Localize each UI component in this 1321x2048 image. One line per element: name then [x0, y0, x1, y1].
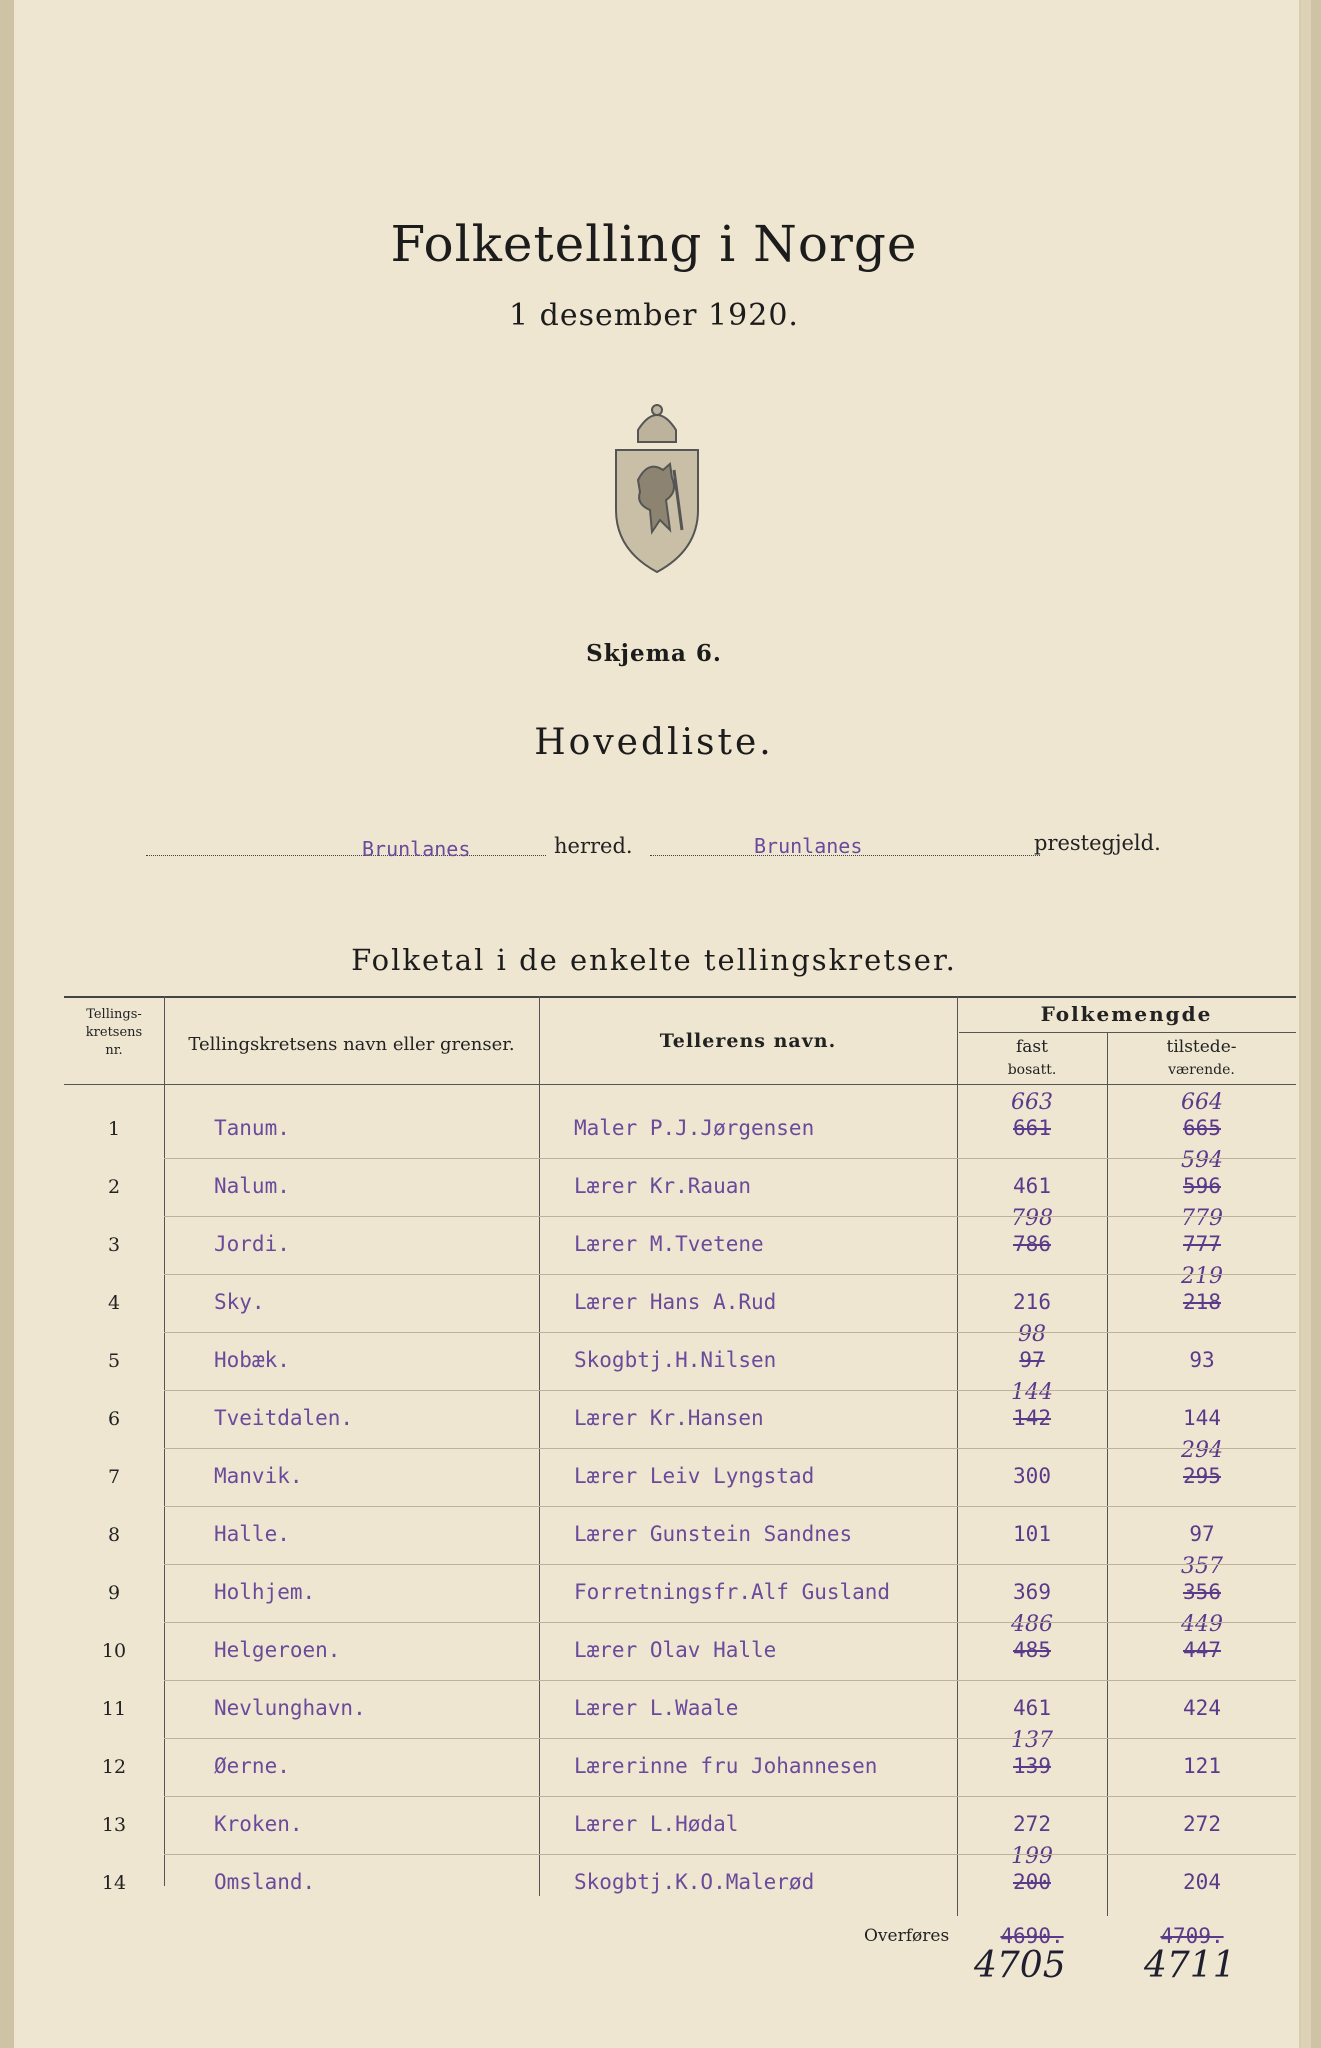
carry-forward-label: Overføres [864, 1926, 950, 1946]
row-enumerator-name: Forretningsfr.Alf Gusland [574, 1580, 891, 1604]
herred-field-line [146, 855, 546, 856]
row-rule [164, 1274, 1296, 1275]
row-enumerator-name: Lærer Kr.Hansen [574, 1406, 764, 1430]
row-district-name: Kroken. [214, 1812, 303, 1836]
row-tilstedevaerende: 665 [1183, 1116, 1221, 1140]
col-header-district: Tellingskretsens navn eller grenser. [188, 1034, 515, 1055]
row-district-name: Nevlunghavn. [214, 1696, 366, 1720]
row-district-name: Omsland. [214, 1870, 316, 1894]
list-heading: Hovedliste. [534, 722, 774, 763]
row-district-name: Halle. [214, 1522, 290, 1546]
row-tilstedevaerende: 596 [1183, 1174, 1221, 1198]
row-rule [164, 1448, 1296, 1449]
row-number: 11 [101, 1698, 127, 1720]
row-district-name: Sky. [214, 1290, 265, 1314]
row-district-name: Nalum. [214, 1174, 290, 1198]
row-enumerator-name: Lærer Olav Halle [574, 1638, 777, 1662]
row-number: 6 [107, 1408, 121, 1430]
col-header-tilstede [1107, 1036, 1296, 1081]
row-tilstedevaerende: 144 [1183, 1406, 1221, 1430]
row-number: 3 [107, 1234, 121, 1256]
row-fast-bosatt: 101 [1013, 1522, 1051, 1546]
row-number: 10 [101, 1640, 127, 1662]
row-rule [164, 1390, 1296, 1391]
table-top-rule [64, 996, 1296, 998]
col-divider [539, 996, 540, 1896]
row-number: 1 [107, 1118, 121, 1140]
row-enumerator-name: Lærer L.Waale [574, 1696, 739, 1720]
row-tilstedevaerende: 218 [1183, 1290, 1221, 1314]
coat-of-arms-icon [608, 400, 706, 575]
herred-label: herred. [554, 834, 633, 858]
row-enumerator-name: Lærer Leiv Lyngstad [574, 1464, 815, 1488]
row-fast-correction: 486 [1011, 1612, 1053, 1637]
row-fast-bosatt: 216 [1013, 1290, 1051, 1314]
row-rule [164, 1332, 1296, 1333]
row-fast-bosatt: 461 [1013, 1174, 1051, 1198]
row-enumerator-name: Lærer Kr.Rauan [574, 1174, 752, 1198]
row-fast-correction: 98 [1018, 1322, 1046, 1347]
row-number: 4 [107, 1292, 121, 1314]
row-tilstedevaerende: 97 [1189, 1522, 1215, 1546]
col-header-fast-line1: fast [1016, 1037, 1048, 1057]
col-header-nr: Tellings- kretsens nr. [85, 1007, 143, 1058]
row-fast-bosatt: 200 [1013, 1870, 1051, 1894]
col-header-tilstede-line2: værende. [1168, 1062, 1235, 1078]
row-tilstede-correction: 357 [1181, 1554, 1223, 1579]
row-fast-bosatt: 272 [1013, 1812, 1051, 1836]
row-rule [164, 1216, 1296, 1217]
col-divider [164, 996, 165, 1886]
census-districts-table [64, 996, 1296, 1948]
schema-label: Skjema 6. [586, 640, 722, 667]
row-fast-bosatt: 461 [1013, 1696, 1051, 1720]
row-tilstedevaerende: 121 [1183, 1754, 1221, 1778]
table-title: Folketal i de enkelte tellingskretser. [351, 943, 957, 977]
row-enumerator-name: Lærer Hans A.Rud [574, 1290, 777, 1314]
row-number: 13 [101, 1814, 127, 1836]
row-fast-bosatt: 369 [1013, 1580, 1051, 1604]
total-fast-handwritten: 4705 [974, 1945, 1066, 1986]
row-fast-correction: 199 [1011, 1844, 1053, 1869]
row-number: 7 [107, 1466, 121, 1488]
col-header-fast [957, 1036, 1107, 1081]
col-header-folkemengde: Folkemengde [1040, 1002, 1213, 1026]
row-fast-bosatt: 786 [1013, 1232, 1051, 1256]
row-tilstedevaerende: 295 [1183, 1464, 1221, 1488]
row-tilstede-correction: 294 [1181, 1438, 1223, 1463]
herred-value: Brunlanes [362, 837, 471, 861]
row-tilstedevaerende: 424 [1183, 1696, 1221, 1720]
row-enumerator-name: Lærerinne fru Johannesen [574, 1754, 878, 1778]
row-fast-correction: 137 [1011, 1728, 1053, 1753]
row-enumerator-name: Maler P.J.Jørgensen [574, 1116, 815, 1140]
document-title: Folketelling i Norge [390, 215, 918, 273]
carry-forward-fast-typed: 4690. [1000, 1924, 1064, 1948]
col-divider [957, 996, 958, 1916]
row-number: 12 [101, 1756, 127, 1778]
prestegjeld-value: Brunlanes [754, 834, 863, 858]
row-tilstede-correction: 594 [1181, 1148, 1223, 1173]
row-tilstedevaerende: 777 [1183, 1232, 1221, 1256]
row-district-name: Holhjem. [214, 1580, 316, 1604]
row-rule [164, 1158, 1296, 1159]
folkemengde-rule [959, 1032, 1296, 1033]
row-fast-bosatt: 97 [1019, 1348, 1045, 1372]
row-number: 8 [107, 1524, 121, 1546]
row-enumerator-name: Skogbtj.H.Nilsen [574, 1348, 777, 1372]
row-rule [164, 1622, 1296, 1623]
row-enumerator-name: Lærer Gunstein Sandnes [574, 1522, 853, 1546]
row-rule [164, 1854, 1296, 1855]
col-header-tilstede-line1: tilstede- [1166, 1037, 1237, 1057]
row-rule [164, 1738, 1296, 1739]
row-number: 5 [107, 1350, 121, 1372]
row-fast-bosatt: 661 [1013, 1116, 1051, 1140]
row-number: 2 [107, 1176, 121, 1198]
row-enumerator-name: Skogbtj.K.O.Malerød [574, 1870, 815, 1894]
row-rule [164, 1680, 1296, 1681]
row-enumerator-name: Lærer M.Tvetene [574, 1232, 764, 1256]
row-fast-bosatt: 485 [1013, 1638, 1051, 1662]
row-district-name: Hobæk. [214, 1348, 290, 1372]
row-fast-correction: 663 [1011, 1090, 1053, 1115]
row-tilstede-correction: 664 [1181, 1090, 1223, 1115]
row-number: 9 [107, 1582, 121, 1604]
row-rule [164, 1796, 1296, 1797]
total-tilstede-handwritten: 4711 [1144, 1945, 1236, 1986]
row-tilstedevaerende: 356 [1183, 1580, 1221, 1604]
row-district-name: Øerne. [214, 1754, 290, 1778]
row-tilstedevaerende: 204 [1183, 1870, 1221, 1894]
row-tilstede-correction: 779 [1181, 1206, 1223, 1231]
row-district-name: Tveitdalen. [214, 1406, 354, 1430]
row-fast-bosatt: 142 [1013, 1406, 1051, 1430]
row-tilstede-correction: 449 [1181, 1612, 1223, 1637]
row-district-name: Helgeroen. [214, 1638, 341, 1662]
row-district-name: Tanum. [214, 1116, 290, 1140]
row-tilstedevaerende: 93 [1189, 1348, 1215, 1372]
row-district-name: Jordi. [214, 1232, 290, 1256]
row-number: 14 [101, 1872, 127, 1894]
row-rule [164, 1564, 1296, 1565]
row-fast-correction: 798 [1011, 1206, 1053, 1231]
header-bottom-rule [64, 1084, 1296, 1085]
row-enumerator-name: Lærer L.Hødal [574, 1812, 739, 1836]
row-tilstedevaerende: 447 [1183, 1638, 1221, 1662]
row-fast-bosatt: 300 [1013, 1464, 1051, 1488]
row-rule [164, 1506, 1296, 1507]
col-header-fast-line2: bosatt. [1007, 1062, 1057, 1078]
row-tilstede-correction: 219 [1181, 1264, 1223, 1289]
row-fast-bosatt: 139 [1013, 1754, 1051, 1778]
col-header-enumerator: Tellerens navn. [659, 1030, 837, 1052]
row-tilstedevaerende: 272 [1183, 1812, 1221, 1836]
document-date: 1 desember 1920. [509, 298, 799, 333]
col-divider [1107, 1032, 1108, 1916]
carry-forward-tilstede-typed: 4709. [1160, 1924, 1224, 1948]
census-form-page [14, 0, 1299, 2048]
row-district-name: Manvik. [214, 1464, 303, 1488]
row-fast-correction: 144 [1011, 1380, 1053, 1405]
prestegjeld-label: prestegjeld. [1034, 831, 1161, 855]
